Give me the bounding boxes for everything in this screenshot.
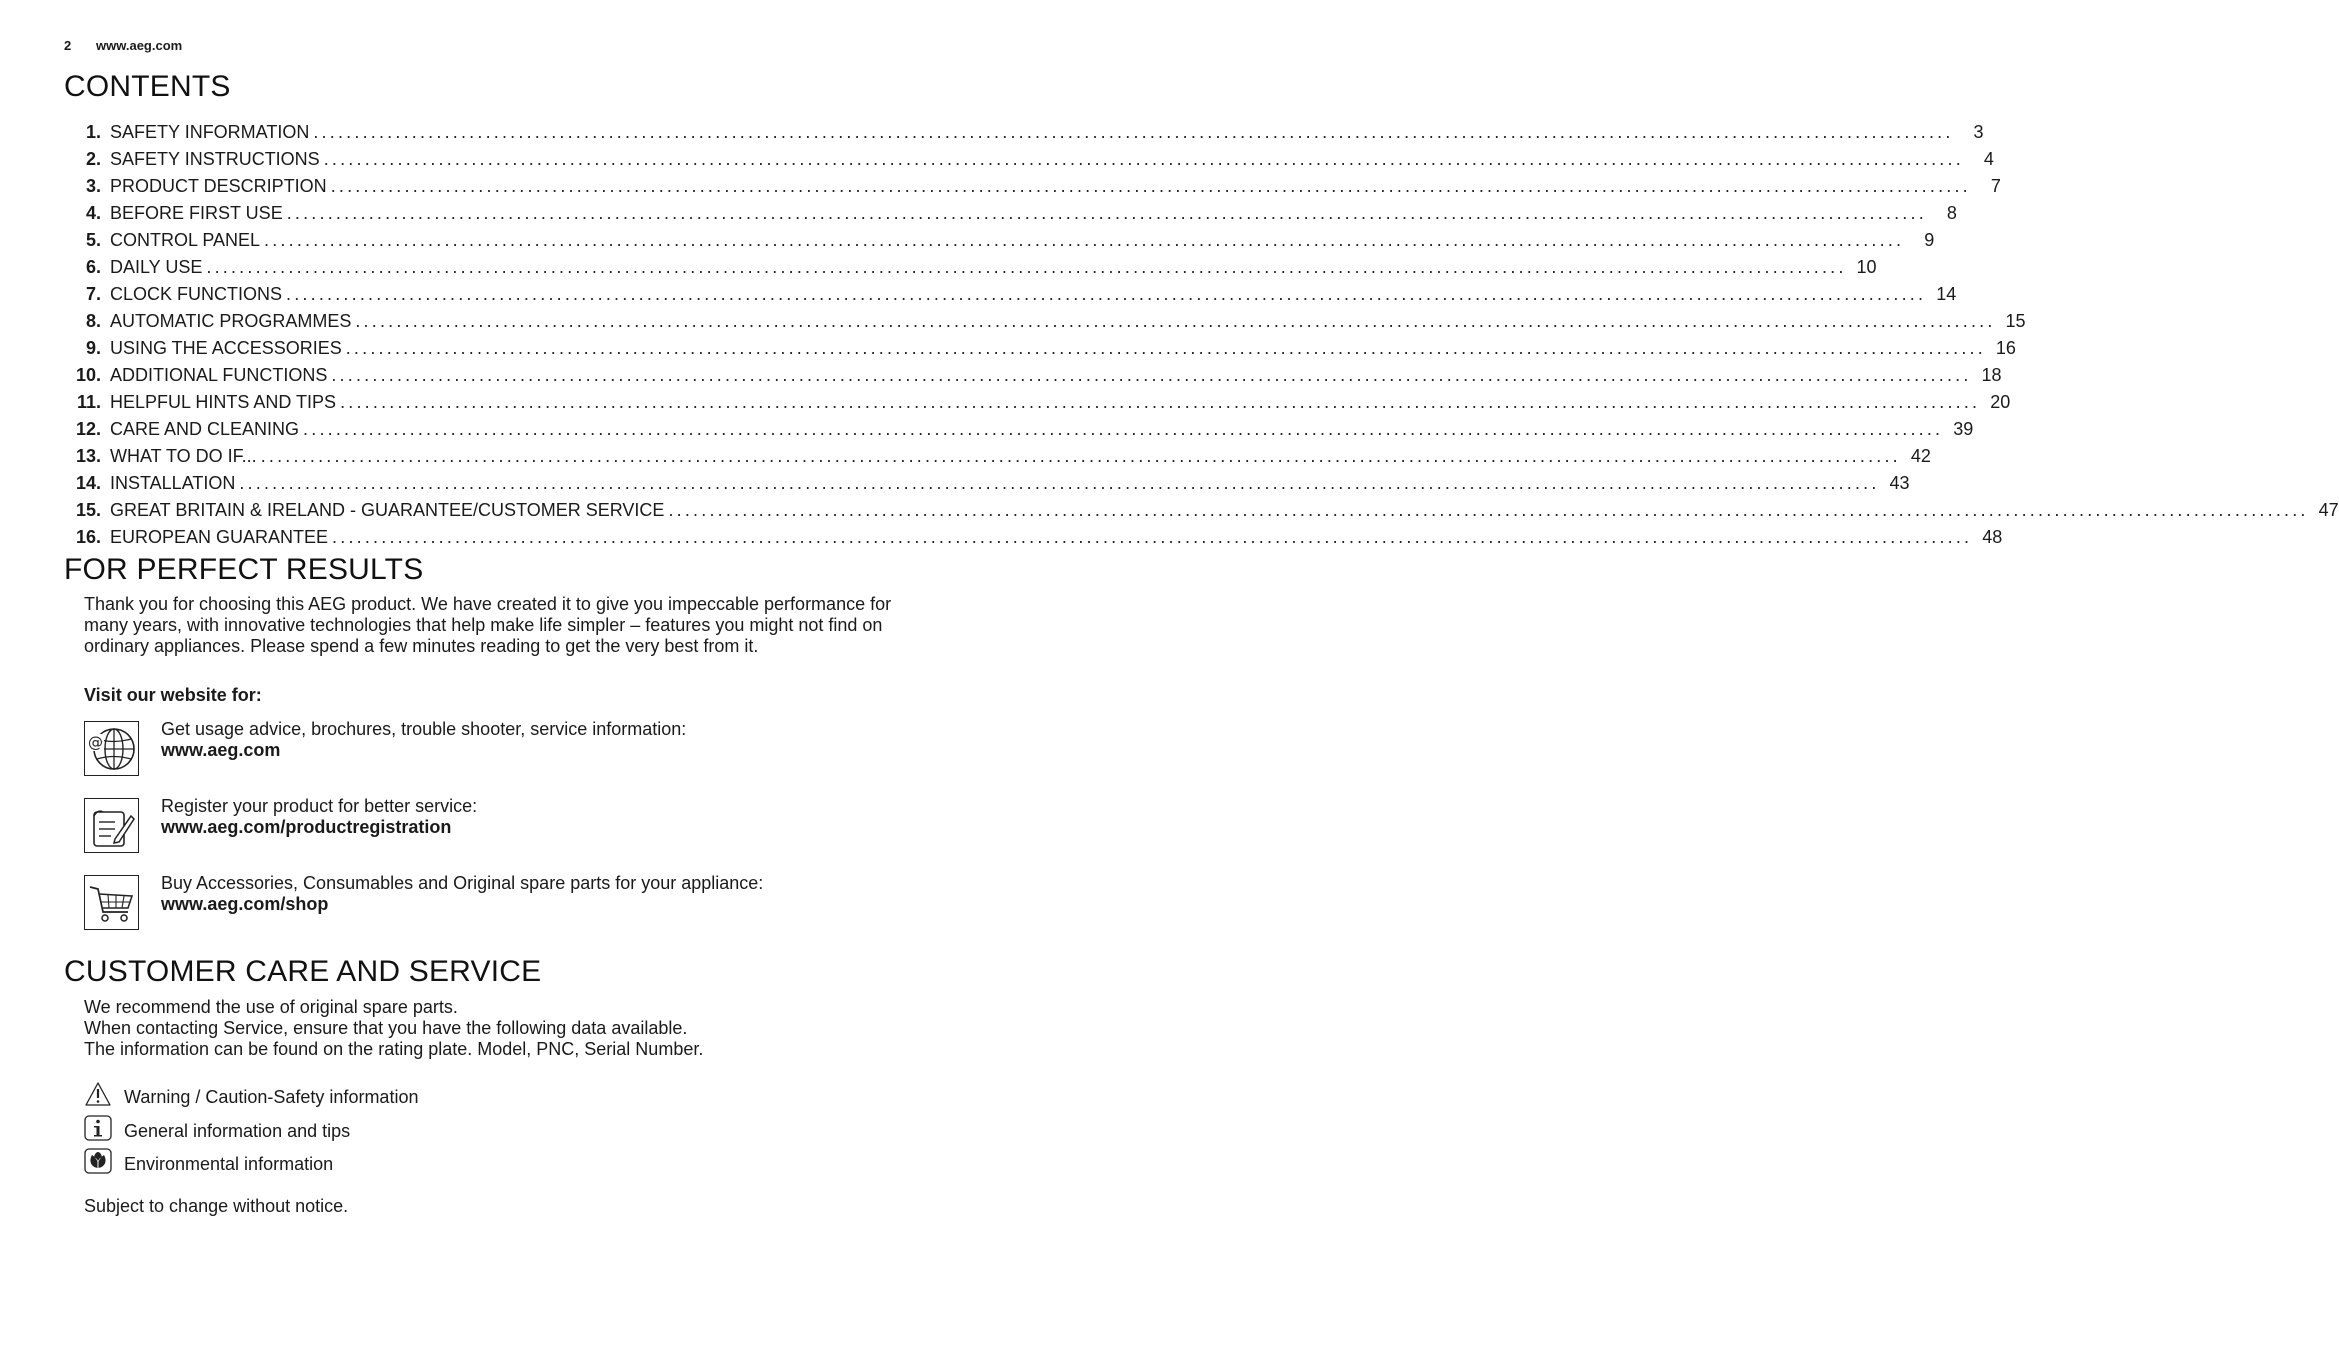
toc-title: INSTALLATION [110, 473, 236, 493]
warning-triangle-icon [84, 1081, 111, 1107]
toc-row[interactable] [64, 362, 2002, 389]
legend-label: Warning / Caution-Safety information [124, 1087, 419, 1107]
toc-title: DAILY USE [110, 257, 203, 277]
toc-number: 2. [85, 149, 101, 169]
toc-leader-dots: ........................................................................................................................................................................................................ [260, 446, 1901, 466]
toc-page: 48 [1982, 527, 2003, 547]
toc-leader-dots: ........................................................................................................................................................................................................ [264, 230, 1905, 250]
toc-page: 3 [1973, 122, 1984, 142]
toc-leader-dots: ........................................................................................................................................................................................................ [239, 473, 1880, 493]
toc-page: 4 [1983, 149, 1994, 169]
toc-title: HELPFUL HINTS AND TIPS [110, 392, 337, 412]
toc-leader-dots: ........................................................................................................................................................................................................ [332, 527, 1973, 547]
globe-at-icon [84, 721, 139, 776]
footer-note: Subject to change without notice. [84, 1196, 349, 1216]
table-of-contents [64, 119, 2339, 551]
toc-leader-dots: ........................................................................................................................................................................................................ [286, 203, 1927, 223]
toc-title: SAFETY INFORMATION [110, 122, 310, 142]
toc-number: 4. [85, 203, 101, 223]
toc-title: USING THE ACCESSORIES [110, 338, 342, 358]
toc-row[interactable] [64, 416, 1974, 443]
toc-row[interactable] [64, 227, 1935, 254]
visit-label: Visit our website for: [84, 685, 262, 705]
toc-leader-dots: ........................................................................................................................................................................................................ [206, 257, 1847, 277]
toc-title: EUROPEAN GUARANTEE [110, 527, 329, 547]
toc-leader-dots: ........................................................................................................................................................................................................ [330, 176, 1971, 196]
toc-number: 6. [85, 257, 101, 277]
care-text [84, 997, 904, 1060]
toc-number: 3. [85, 176, 101, 196]
toc-title: PRODUCT DESCRIPTION [110, 176, 327, 196]
toc-row[interactable] [64, 281, 1957, 308]
link-text [161, 873, 763, 915]
website-link[interactable]: www.aeg.com [161, 740, 281, 760]
shopping-cart-icon [84, 875, 139, 930]
legend-label: Environmental information [124, 1154, 334, 1174]
results-heading: FOR PERFECT RESULTS [64, 553, 424, 586]
link-description: Register your product for better service: [161, 796, 478, 816]
care-line: When contacting Service, ensure that you have the following data available. [84, 1018, 688, 1038]
toc-row[interactable] [64, 254, 1877, 281]
toc-number: 13. [75, 446, 101, 466]
care-heading: CUSTOMER CARE AND SERVICE [64, 955, 542, 988]
toc-title: ADDITIONAL FUNCTIONS [110, 365, 328, 385]
environment-leaf-icon [84, 1148, 111, 1174]
toc-row[interactable] [64, 146, 1994, 173]
toc-page: 7 [1990, 176, 2001, 196]
toc-row[interactable] [64, 308, 2026, 335]
toc-page: 9 [1924, 230, 1935, 250]
toc-page: 20 [1990, 392, 2011, 412]
legend-label: General information and tips [124, 1121, 351, 1141]
register-notepad-icon [84, 798, 139, 853]
link-text [161, 796, 477, 838]
contents-heading: CONTENTS [64, 70, 231, 103]
toc-number: 9. [85, 338, 101, 358]
care-line: We recommend the use of original spare parts. [84, 997, 458, 1017]
toc-number: 1. [85, 122, 101, 142]
toc-title: AUTOMATIC PROGRAMMES [110, 311, 352, 331]
toc-number: 7. [85, 284, 101, 304]
link-description: Get usage advice, brochures, trouble shooter, service information: [161, 719, 687, 739]
toc-number: 16. [75, 527, 101, 547]
toc-number: 5. [85, 230, 101, 250]
toc-leader-dots: ........................................................................................................................................................................................................ [340, 392, 1981, 412]
registration-link[interactable]: www.aeg.com/productregistration [161, 817, 452, 837]
toc-number: 10. [75, 365, 101, 385]
toc-page: 16 [1995, 338, 2016, 358]
toc-row[interactable] [64, 119, 1984, 146]
toc-row[interactable] [64, 173, 2001, 200]
toc-row[interactable] [64, 524, 2003, 551]
toc-number: 14. [75, 473, 101, 493]
toc-leader-dots: ........................................................................................................................................................................................................ [303, 419, 1944, 439]
toc-page: 18 [1981, 365, 2002, 385]
toc-leader-dots: ........................................................................................................................................................................................................ [668, 500, 2309, 520]
toc-number: 11. [76, 392, 101, 412]
page-number: 2 [64, 38, 72, 53]
info-icon [84, 1115, 111, 1141]
toc-row[interactable] [64, 389, 2011, 416]
toc-page: 15 [2005, 311, 2026, 331]
toc-number: 15. [75, 500, 101, 520]
results-intro: Thank you for choosing this AEG product. We have created it to give you impeccable performance for many years, with innovative technologies that help make life simpler – features you might not find on ordinary appliances. Please spend a few minutes reading to get the very best from it. [84, 594, 892, 656]
toc-page: 10 [1856, 257, 1877, 277]
toc-leader-dots: ........................................................................................................................................................................................................ [323, 149, 1964, 169]
page-header [64, 38, 182, 53]
link-description: Buy Accessories, Consumables and Original spare parts for your appliance: [161, 873, 764, 893]
toc-page: 43 [1889, 473, 1910, 493]
svg-text:@: @ [88, 733, 103, 752]
toc-number: 8. [85, 311, 101, 331]
toc-row[interactable] [64, 443, 1931, 470]
header-website: www.aeg.com [96, 38, 183, 53]
toc-title: WHAT TO DO IF... [110, 446, 257, 466]
toc-title: CONTROL PANEL [110, 230, 261, 250]
toc-page: 8 [1946, 203, 1957, 223]
link-text [161, 719, 686, 761]
toc-number: 12. [75, 419, 101, 439]
registration-link-item [84, 798, 904, 854]
toc-leader-dots: ........................................................................................................................................................................................................ [355, 311, 1996, 331]
toc-row[interactable] [64, 335, 2016, 362]
toc-page: 39 [1953, 419, 1974, 439]
care-line: The information can be found on the rating plate. Model, PNC, Serial Number. [84, 1039, 704, 1059]
toc-leader-dots: ........................................................................................................................................................................................................ [286, 284, 1927, 304]
toc-page: 47 [2318, 500, 2339, 520]
shop-link[interactable]: www.aeg.com/shop [161, 894, 329, 914]
toc-page: 14 [1936, 284, 1957, 304]
toc-title: SAFETY INSTRUCTIONS [110, 149, 320, 169]
toc-leader-dots: ........................................................................................................................................................................................................ [313, 122, 1954, 142]
toc-leader-dots: ........................................................................................................................................................................................................ [345, 338, 1986, 358]
toc-page: 42 [1910, 446, 1931, 466]
toc-leader-dots: ........................................................................................................................................................................................................ [331, 365, 1972, 385]
toc-row[interactable] [64, 497, 2339, 524]
toc-title: CLOCK FUNCTIONS [110, 284, 283, 304]
shop-link-item [84, 875, 904, 931]
toc-title: GREAT BRITAIN & IRELAND - GUARANTEE/CUSTOMER SERVICE [110, 500, 665, 520]
toc-row[interactable] [64, 470, 1910, 497]
toc-row[interactable] [64, 200, 1957, 227]
toc-title: BEFORE FIRST USE [110, 203, 283, 223]
website-link-item [84, 721, 904, 777]
toc-title: CARE AND CLEANING [110, 419, 300, 439]
